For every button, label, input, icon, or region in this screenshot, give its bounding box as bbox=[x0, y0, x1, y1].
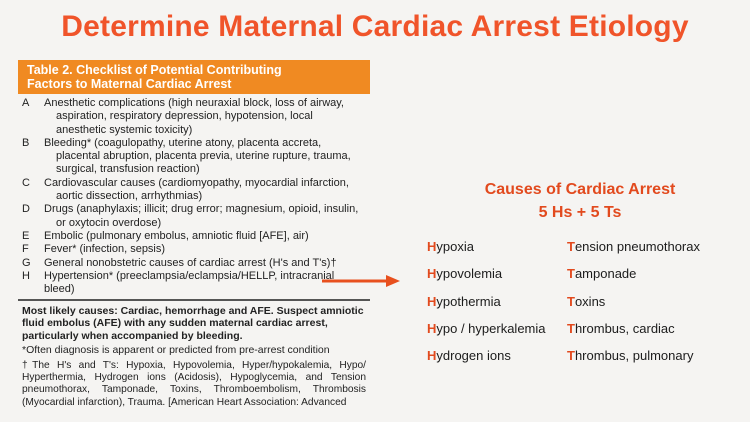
h-cause-text: ypovolemia bbox=[436, 266, 503, 282]
table-row bbox=[22, 177, 366, 204]
t-cause-initial: T bbox=[567, 239, 575, 254]
table-row bbox=[22, 243, 366, 256]
h-cause-item bbox=[427, 265, 546, 292]
row-line: Drugs (anaphylaxis; illicit; drug error; magnesium, opioid, insulin, bbox=[44, 203, 359, 216]
h-cause-text: ypo / hyperkalemia bbox=[436, 320, 546, 336]
row-line: Cardiovascular causes (cardiomyopathy, myocardial infarction, bbox=[44, 176, 349, 189]
table-row bbox=[22, 203, 366, 230]
row-text bbox=[44, 137, 366, 177]
h-cause-item bbox=[427, 238, 546, 265]
h-cause-item bbox=[427, 347, 546, 374]
t-cause-item bbox=[567, 347, 700, 374]
t-cause-text: ension pneumothorax bbox=[574, 239, 700, 254]
h-cause-initial: H bbox=[427, 348, 437, 364]
table-row bbox=[22, 270, 366, 297]
row-line: General nonobstetric causes of cardiac arrest (H's and T's)† bbox=[44, 256, 337, 269]
row-letter: E bbox=[22, 229, 30, 242]
t-cause-item bbox=[567, 293, 700, 320]
row-letter: F bbox=[22, 243, 29, 256]
table-header bbox=[18, 60, 370, 94]
row-line: aortic dissection, arrhythmias) bbox=[56, 190, 203, 203]
table-divider bbox=[18, 299, 370, 301]
arrow-icon bbox=[320, 274, 402, 288]
t-cause-item bbox=[567, 320, 700, 347]
h-cause-item bbox=[427, 293, 546, 320]
footnote-dagger: †The H's and T's: Hypoxia, Hypovolemia, Hyper/hypokalemia, Hypo/ Hyperthermia, Hydrogen ions (Acidosis), Hypoglycemia, and Tension pneumothorax, Tamponade, Toxins, Thromboembolism, Thrombosis (Myocardial infarction), Trauma. [American Heart Association: Advanced bbox=[22, 359, 366, 408]
t-cause-text: oxins bbox=[574, 293, 606, 309]
row-line: Fever* (infection, sepsis) bbox=[44, 243, 166, 256]
t-cause-text: amponade bbox=[574, 266, 637, 282]
h-cause-initial: H bbox=[427, 239, 437, 254]
table-header-line2: Factors to Maternal Cardiac Arrest bbox=[27, 77, 232, 91]
row-letter: D bbox=[22, 203, 30, 216]
h-cause-initial: H bbox=[427, 266, 437, 282]
row-letter: B bbox=[22, 136, 30, 149]
row-letter: H bbox=[22, 269, 30, 282]
row-text bbox=[44, 243, 366, 256]
row-line: Bleeding* (coagulopathy, uterine atony, placenta accreta, bbox=[44, 136, 322, 149]
h-cause-item bbox=[427, 320, 546, 347]
h-cause-text: ypothermia bbox=[436, 293, 501, 309]
row-text bbox=[44, 257, 366, 270]
row-letter: A bbox=[22, 97, 30, 109]
most-likely-note: Most likely causes: Cardiac, hemorrhage and AFE. Suspect amniotic fluid embolus (AFE) with any sudden maternal cardiac arrest, particularly when accompanied by bleeding. bbox=[22, 304, 364, 342]
causes-title: Causes of Cardiac Arrest bbox=[484, 181, 676, 198]
h-cause-text: ydrogen ions bbox=[436, 348, 511, 364]
t-cause-initial: T bbox=[567, 266, 575, 282]
causes-subtitle: 5 Hs + 5 Ts bbox=[538, 204, 622, 221]
table-row bbox=[22, 257, 366, 270]
t-cause-item bbox=[567, 238, 700, 265]
row-line: Anesthetic complications (high neuraxial block, loss of airway, bbox=[44, 97, 344, 109]
t-cause-initial: T bbox=[567, 293, 575, 309]
row-line: aspiration, respiratory depression, hypotension, local bbox=[56, 110, 313, 123]
t-cause-item bbox=[567, 265, 700, 292]
table-header-line1: Table 2. Checklist of Potential Contributing bbox=[27, 63, 282, 77]
table-rows bbox=[18, 94, 370, 296]
t-cause-text: hrombus, pulmonary bbox=[574, 348, 694, 364]
table-row bbox=[22, 137, 366, 177]
t-cause-initial: T bbox=[567, 320, 575, 336]
ts-list bbox=[567, 238, 700, 374]
row-letter: G bbox=[22, 256, 31, 269]
table-row bbox=[22, 97, 366, 137]
h-cause-text: ypoxia bbox=[436, 239, 474, 254]
hs-list bbox=[427, 238, 546, 374]
row-text bbox=[44, 203, 366, 230]
row-line: surgical, transfusion reaction) bbox=[56, 163, 200, 176]
row-line: anesthetic systemic toxicity) bbox=[56, 123, 193, 136]
h-cause-initial: H bbox=[427, 320, 437, 336]
row-text bbox=[44, 177, 366, 204]
row-letter: C bbox=[22, 176, 30, 189]
h-cause-initial: H bbox=[427, 293, 437, 309]
row-text bbox=[44, 97, 366, 137]
row-line: Embolic (pulmonary embolus, amniotic fluid [AFE], air) bbox=[44, 229, 309, 242]
checklist-table bbox=[18, 60, 370, 409]
row-text bbox=[44, 270, 366, 297]
table-row bbox=[22, 230, 366, 243]
row-text bbox=[44, 230, 366, 243]
row-line: or oxytocin overdose) bbox=[56, 216, 162, 229]
row-line: Hypertension* (preeclampsia/eclampsia/HELLP, intracranial bleed) bbox=[44, 269, 335, 296]
row-line: placental abruption, placenta previa, uterine rupture, trauma, bbox=[56, 150, 351, 163]
footnote-star: *Often diagnosis is apparent or predicted from pre-arrest condition bbox=[22, 344, 330, 357]
t-cause-initial: T bbox=[567, 348, 575, 364]
t-cause-text: hrombus, cardiac bbox=[574, 320, 675, 336]
slide-title: Determine Maternal Cardiac Arrest Etiology bbox=[61, 10, 689, 43]
